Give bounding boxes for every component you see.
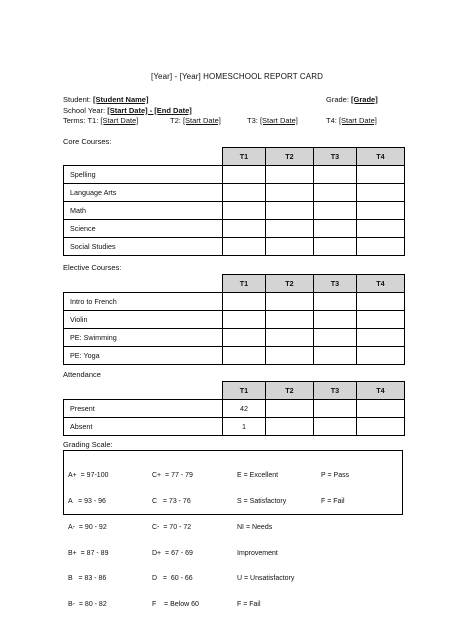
grade-cell[interactable]	[223, 237, 266, 255]
table-row	[64, 328, 405, 346]
header-t4: T4	[357, 275, 405, 293]
grade-cell[interactable]	[223, 346, 266, 364]
terms-label: Terms: T1:	[63, 116, 99, 125]
scale-entry: P = Pass	[321, 472, 350, 480]
grade-cell[interactable]	[314, 328, 357, 346]
attendance-cell[interactable]	[357, 417, 405, 435]
course-name: Violin	[64, 310, 223, 328]
t3-date-field[interactable]: [Start Date]	[259, 116, 298, 125]
grade-cell[interactable]	[314, 183, 357, 201]
header-t2: T2	[266, 275, 314, 293]
scale-entry: Improvement	[237, 549, 278, 557]
grade-cell[interactable]	[266, 183, 314, 201]
t2-label: T2:	[170, 116, 181, 125]
course-name: Language Arts	[64, 183, 223, 201]
course-name: PE: Swimming	[64, 328, 223, 346]
grade-cell[interactable]	[266, 328, 314, 346]
course-name: Spelling	[64, 165, 223, 183]
elective-courses-table	[63, 274, 405, 365]
student-name-field[interactable]: [Student Name]	[93, 95, 149, 104]
header-blank-cell	[64, 275, 223, 293]
t3-row	[247, 116, 298, 125]
grade-cell[interactable]	[357, 165, 405, 183]
grade-cell[interactable]	[314, 219, 357, 237]
scale-entry: C = 73 - 76	[152, 497, 191, 505]
grade-cell[interactable]	[357, 346, 405, 364]
student-row	[63, 95, 148, 104]
core-courses-table	[63, 147, 405, 256]
course-name: Math	[64, 201, 223, 219]
attendance-cell[interactable]	[266, 399, 314, 417]
terms-row	[63, 116, 138, 125]
header-blank-cell	[64, 148, 223, 166]
scale-entry: C+ = 77 - 79	[152, 472, 193, 480]
t4-date-field[interactable]: [Start Date]	[338, 116, 377, 125]
attendance-cell[interactable]	[266, 417, 314, 435]
header-t1: T1	[223, 382, 266, 400]
header-t2: T2	[266, 148, 314, 166]
course-name: Intro to French	[64, 292, 223, 310]
grading-col-letter-high	[68, 455, 108, 627]
header-t1: T1	[223, 275, 266, 293]
header-t1: T1	[223, 148, 266, 166]
attendance-cell[interactable]	[314, 417, 357, 435]
header-t3: T3	[314, 148, 357, 166]
grade-cell[interactable]	[314, 310, 357, 328]
attendance-t1-value[interactable]: 42	[223, 399, 266, 417]
attendance-t1-value[interactable]: 1	[223, 417, 266, 435]
grade-cell[interactable]	[266, 346, 314, 364]
scale-entry: U = Unsatisfactory	[237, 575, 295, 583]
table-header-row	[64, 382, 405, 400]
grade-cell[interactable]	[314, 165, 357, 183]
grade-cell[interactable]	[266, 201, 314, 219]
school-year-field[interactable]: [Start Date] - [End Date]	[107, 106, 192, 115]
grading-scale-box	[63, 450, 403, 609]
table-row	[64, 237, 405, 255]
grade-cell[interactable]	[357, 292, 405, 310]
grade-cell[interactable]	[223, 165, 266, 183]
table-row	[64, 399, 405, 417]
student-label: Student:	[63, 95, 91, 104]
header-t3: T3	[314, 275, 357, 293]
t2-date-field[interactable]: [Start Date]	[182, 116, 221, 125]
attendance-table	[63, 381, 405, 436]
t1-date-field[interactable]: [Start Date]	[100, 116, 139, 125]
grading-col-descriptive	[237, 455, 294, 627]
course-name: PE: Yoga	[64, 346, 223, 364]
header-blank-cell	[64, 382, 223, 400]
table-row	[64, 165, 405, 183]
course-name: Social Studies	[64, 237, 223, 255]
scale-entry: A- = 90 - 92	[68, 523, 107, 531]
t3-label: T3:	[247, 116, 258, 125]
t2-row	[170, 116, 221, 125]
header-t3: T3	[314, 382, 357, 400]
school-year-row	[63, 106, 192, 115]
table-row	[64, 417, 405, 435]
grade-field[interactable]: [Grade]	[351, 95, 378, 104]
grading-col-pass-fail	[321, 455, 349, 524]
scale-entry: A = 93 - 96	[68, 497, 106, 505]
t4-row	[326, 116, 377, 125]
grade-cell[interactable]	[357, 237, 405, 255]
scale-entry: D+ = 67 - 69	[152, 549, 193, 557]
scale-entry: F = Fail	[237, 601, 261, 609]
report-title: [Year] - [Year] HOMESCHOOL REPORT CARD	[151, 72, 323, 81]
grading-scale-label: Grading Scale:	[63, 440, 113, 449]
attendance-cell[interactable]	[314, 399, 357, 417]
scale-entry: F = Below 60	[152, 601, 199, 609]
scale-entry: E = Excellent	[237, 472, 279, 480]
scale-entry: D = 60 - 66	[152, 575, 193, 583]
grading-col-letter-low	[152, 455, 199, 627]
scale-entry: F = Fail	[321, 497, 345, 505]
grade-cell[interactable]	[223, 292, 266, 310]
t4-label: T4:	[326, 116, 337, 125]
attendance-label: Attendance	[63, 370, 101, 379]
table-row	[64, 183, 405, 201]
grade-cell[interactable]	[357, 183, 405, 201]
header-t4: T4	[357, 148, 405, 166]
grade-cell[interactable]	[266, 292, 314, 310]
elective-courses-label: Elective Courses:	[63, 263, 122, 272]
table-row	[64, 201, 405, 219]
attendance-row-label: Present	[64, 399, 223, 417]
grade-cell[interactable]	[223, 219, 266, 237]
attendance-row-label: Absent	[64, 417, 223, 435]
scale-entry: B+ = 87 - 89	[68, 549, 109, 557]
table-header-row	[64, 148, 405, 166]
attendance-cell[interactable]	[357, 399, 405, 417]
grade-cell[interactable]	[266, 219, 314, 237]
grade-cell[interactable]	[223, 310, 266, 328]
scale-entry: C- = 70 - 72	[152, 523, 192, 531]
core-courses-label: Core Courses:	[63, 137, 112, 146]
grade-cell[interactable]	[314, 237, 357, 255]
header-t4: T4	[357, 382, 405, 400]
scale-entry: B- = 80 - 82	[68, 601, 107, 609]
grade-cell[interactable]	[357, 201, 405, 219]
table-header-row	[64, 275, 405, 293]
grade-cell[interactable]	[314, 346, 357, 364]
grade-cell[interactable]	[223, 201, 266, 219]
grade-cell[interactable]	[223, 183, 266, 201]
table-row	[64, 310, 405, 328]
scale-entry: NI = Needs	[237, 523, 273, 531]
school-year-label: School Year:	[63, 106, 106, 115]
grade-cell[interactable]	[314, 201, 357, 219]
grade-cell[interactable]	[357, 310, 405, 328]
course-name: Science	[64, 219, 223, 237]
scale-entry: A+ = 97-100	[68, 472, 109, 480]
grade-row	[326, 95, 378, 104]
header-t2: T2	[266, 382, 314, 400]
table-row	[64, 346, 405, 364]
grade-label: Grade:	[326, 95, 349, 104]
table-row	[64, 292, 405, 310]
scale-entry: S = Satisfactory	[237, 497, 287, 505]
grade-cell[interactable]	[223, 328, 266, 346]
table-row	[64, 219, 405, 237]
grade-cell[interactable]	[266, 165, 314, 183]
grade-cell[interactable]	[266, 310, 314, 328]
grade-cell[interactable]	[314, 292, 357, 310]
grade-cell[interactable]	[266, 237, 314, 255]
grade-cell[interactable]	[357, 328, 405, 346]
grade-cell[interactable]	[357, 219, 405, 237]
scale-entry: B = 83 - 86	[68, 575, 107, 583]
